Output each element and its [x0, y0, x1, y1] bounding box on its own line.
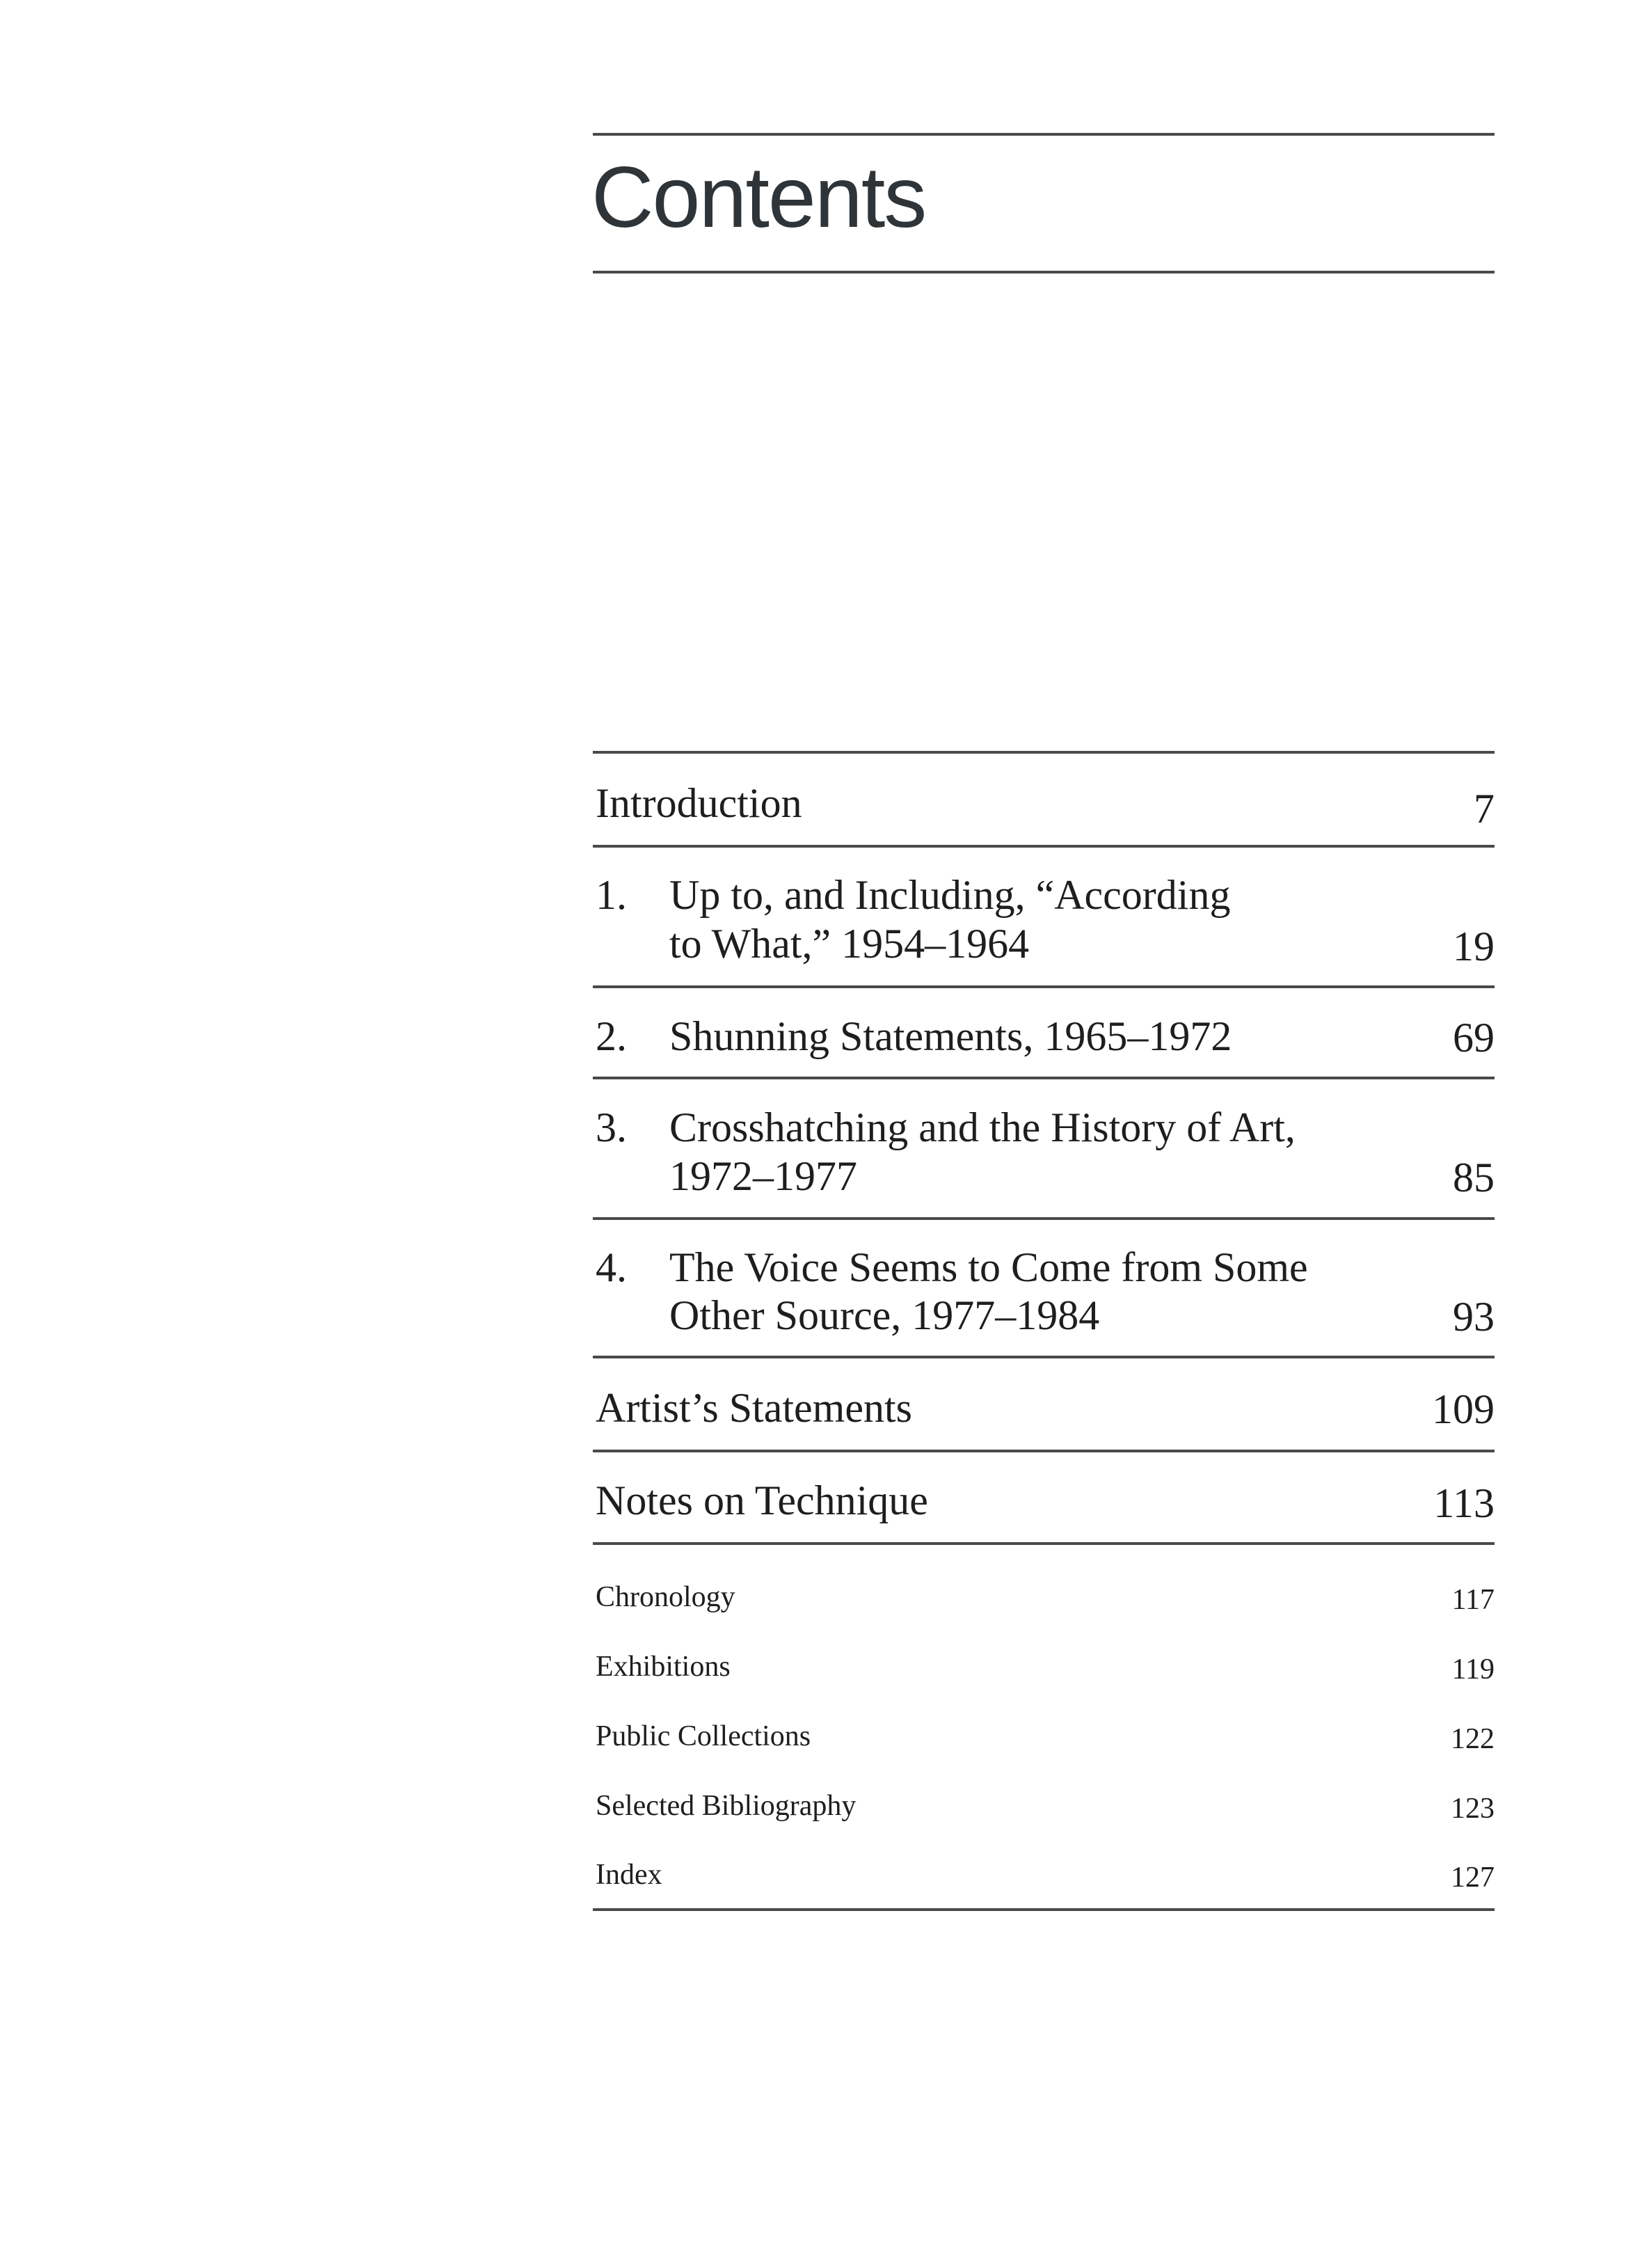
toc-rule [593, 985, 1495, 988]
entry-label: Public Collections [596, 1720, 811, 1752]
chapter-title-line: to What,” 1954–1964 [669, 921, 1030, 967]
chapter-number: 1. [596, 872, 627, 918]
toc-rule [593, 751, 1495, 754]
page-title: Contents [591, 150, 926, 246]
chapter-title-line: Other Source, 1977–1984 [669, 1292, 1100, 1338]
entry-page: 122 [1451, 1723, 1495, 1755]
entry-page: 109 [1432, 1386, 1495, 1432]
entry-label: Exhibitions [596, 1651, 731, 1683]
chapter-title-line: 1972–1977 [669, 1153, 857, 1199]
chapter-title-line: Up to, and Including, “According [669, 872, 1231, 918]
toc-rule [593, 1077, 1495, 1079]
chapter-number: 2. [596, 1013, 627, 1059]
chapter-title-line: Crosshatching and the History of Art, [669, 1104, 1296, 1150]
chapter-title-line: Shunning Statements, 1965–1972 [669, 1013, 1232, 1059]
entry-page: 127 [1451, 1862, 1495, 1894]
toc-rule-bottom [593, 1908, 1495, 1911]
entry-page: 123 [1451, 1793, 1495, 1825]
entry-page: 113 [1433, 1480, 1495, 1526]
toc-rule [593, 1450, 1495, 1452]
entry-page: 93 [1453, 1294, 1495, 1340]
entry-label: Artist’s Statements [596, 1385, 912, 1431]
entry-label: Index [596, 1859, 662, 1891]
entry-page: 19 [1453, 923, 1495, 969]
entry-page: 85 [1453, 1155, 1495, 1200]
entry-page: 69 [1453, 1015, 1495, 1061]
entry-page: 119 [1451, 1654, 1495, 1686]
entry-page: 7 [1474, 786, 1495, 832]
chapter-number: 4. [596, 1244, 627, 1290]
chapter-number: 3. [596, 1104, 627, 1150]
entry-label: Selected Bibliography [596, 1790, 857, 1822]
entry-label: Introduction [596, 780, 802, 826]
title-rule-top [593, 133, 1495, 136]
title-rule-bottom [593, 271, 1495, 273]
chapter-title-line: The Voice Seems to Come from Some [669, 1244, 1308, 1290]
entry-page: 117 [1451, 1584, 1495, 1616]
toc-rule [593, 1542, 1495, 1545]
toc-rule [593, 845, 1495, 848]
entry-label: Chronology [596, 1581, 735, 1613]
toc-rule [593, 1217, 1495, 1220]
toc-rule [593, 1356, 1495, 1358]
entry-label: Notes on Technique [596, 1477, 928, 1523]
